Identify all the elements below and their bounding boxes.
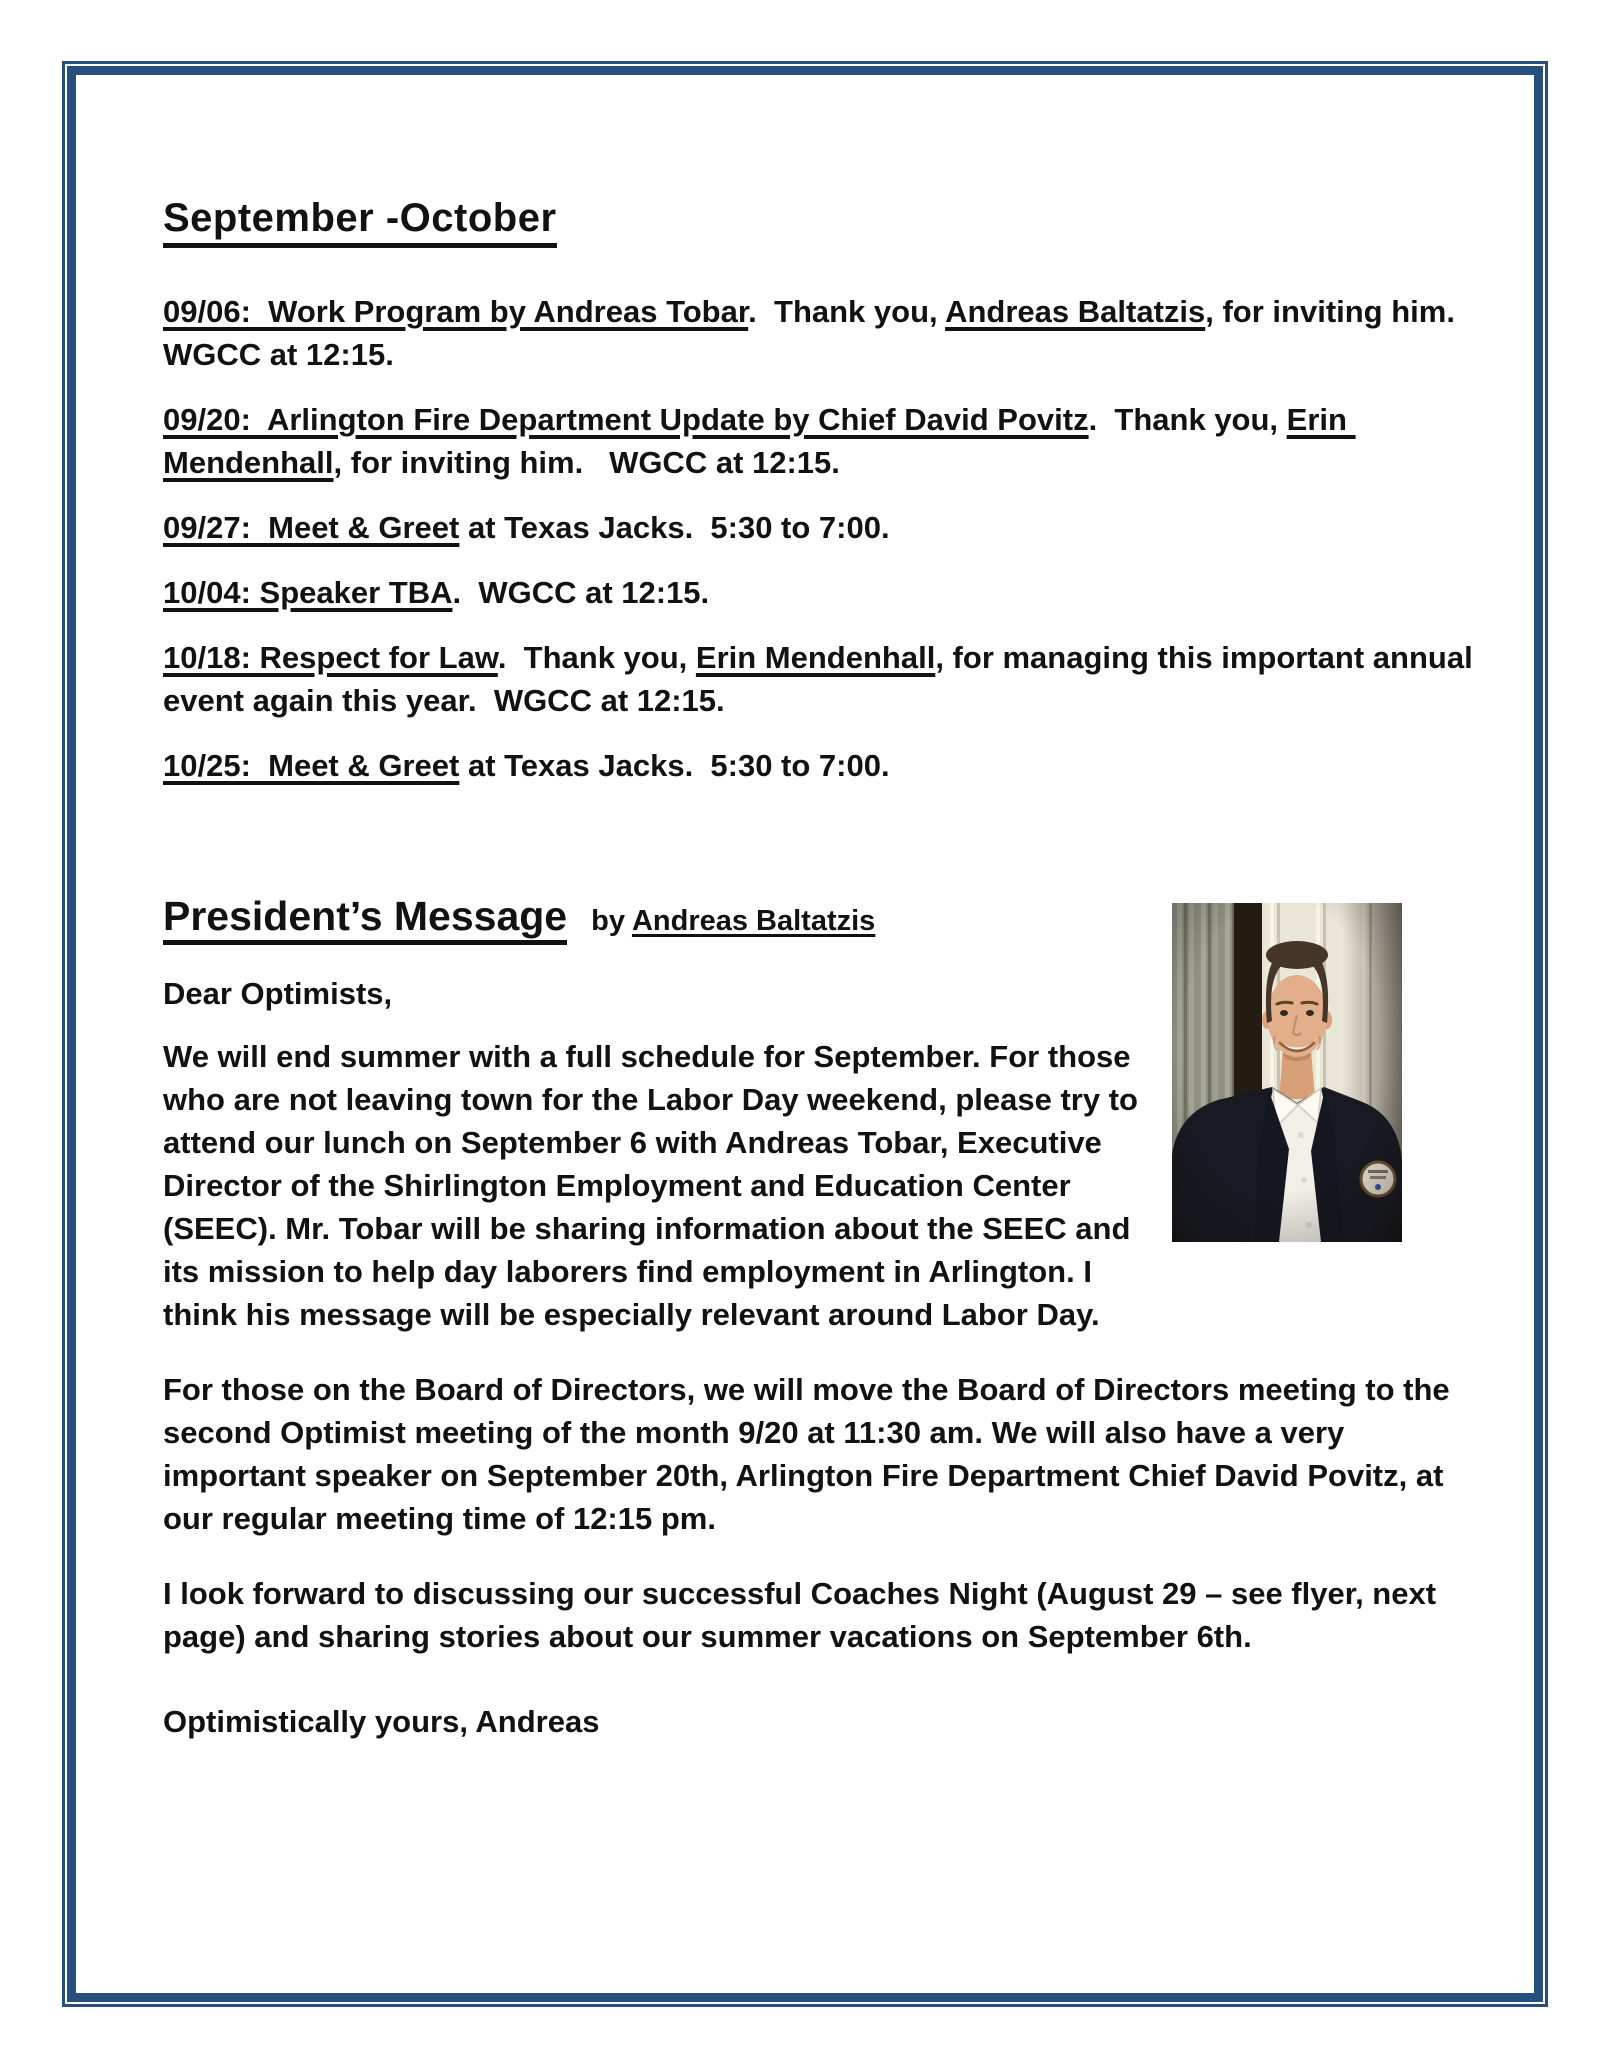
underlined-text: 09/20: Arlington Fire Department Update by Chief David Povitz [163,402,1089,437]
underlined-text: 09/27: Meet & Greet [163,510,460,545]
schedule-entry [163,398,1479,484]
underlined-text: 09/06: Work Program by Andreas Tobar [163,294,749,329]
underlined-text: Erin Mendenhall [695,640,936,675]
underlined-text: 10/18: Respect for Law [163,640,498,675]
byline-prefix: by [591,905,632,937]
presidents-message-heading-text: President’s Message [163,895,567,945]
plain-text: . Thank you, [1088,402,1287,437]
plain-text: , for inviting him. WGCC at 12:15. [333,445,840,480]
message-paragraph-2: For those on the Board of Directors, we will move the Board of Directors meeting to the second Optimist meeting of the month 9/20 at 11:30 am. We will also have a very important speaker on September 20th, Arlington Fire Department Chief David Povitz, at our regular meeting time of 12:15 pm. [163,1372,1459,1536]
schedule-list [163,290,1482,787]
plain-text: . Thank you, [748,294,946,329]
section-title-text: September -October [163,195,557,248]
underlined-text: Erin Mendenhall [163,402,1356,480]
plain-text: , for inviting him. WGCC at 12:15. [163,294,1473,372]
president-photo [1172,903,1402,1242]
underlined-text: Andreas Baltatzis [945,294,1206,329]
byline [591,905,875,937]
schedule-entry [163,290,1479,376]
plain-text: at Texas Jacks. 5:30 to 7:00. [459,748,890,783]
presidents-message-section [163,891,1459,1743]
plain-text: . Thank you, [497,640,696,675]
page-border-inner [67,66,1543,2002]
schedule-entry [163,744,1479,787]
message-paragraph-1: We will end summer with a full schedule for September. For those who are not leaving town for the Labor Day weekend, please try to attend our lunch on September 6 with Andreas Tobar, Executive Director of the Shirlington Employment and Education Center (SEEC). Mr. Tobar will be sharing information about the SEEC and its mission to help day laborers find employment in Arlington. I think his message will be especially relevant around Labor Day. [163,1039,1147,1332]
underlined-text: 10/25: Meet & Greet [163,748,460,783]
schedule-entry [163,636,1482,722]
section-title-september-october [163,195,1471,248]
message-paragraph-3: I look forward to discussing our successful Coaches Night (August 29 – see flyer, next page) and sharing stories about our summer vacations on September 6th. [163,1576,1445,1654]
plain-text: , for managing this important annual event again this year. WGCC at 12:15. [163,640,1482,718]
underlined-text: 10/04: Speaker TBA [163,575,453,610]
schedule-entry [163,571,1479,614]
plain-text: . WGCC at 12:15. [452,575,710,610]
salutation: Dear Optimists, [163,976,393,1011]
photo-vignette [1172,903,1402,1242]
page-border-frame [62,61,1548,2007]
signature: Optimistically yours, Andreas [163,1704,600,1739]
byline-author: Andreas Baltatzis [631,905,876,937]
schedule-entry [163,506,1479,549]
plain-text: at Texas Jacks. 5:30 to 7:00. [459,510,890,545]
president-photo-illustration [1172,903,1402,1242]
page-content [76,195,1534,2068]
